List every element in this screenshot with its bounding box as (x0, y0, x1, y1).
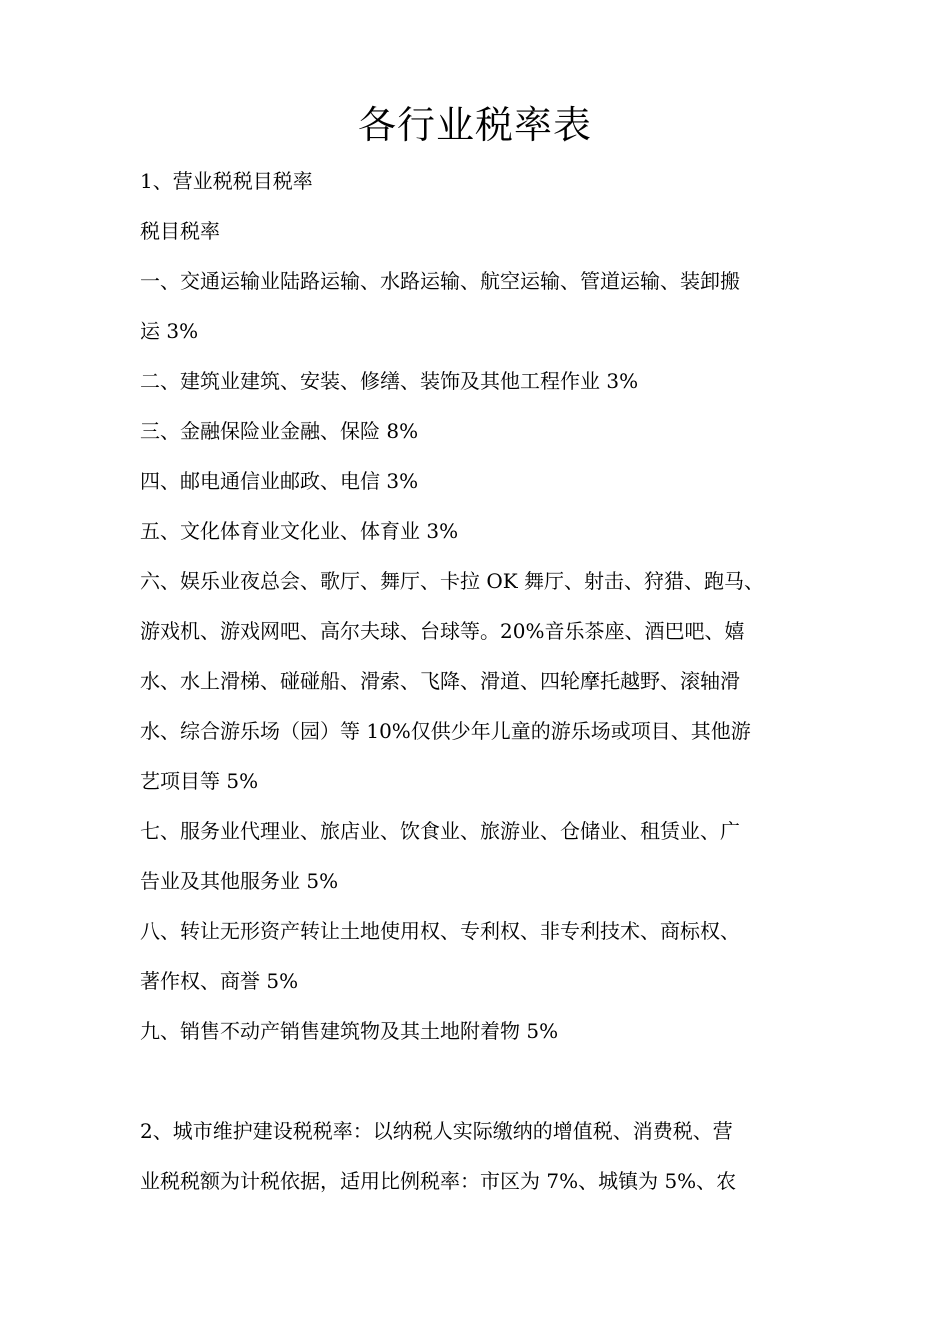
paragraph-line: 四、邮电通信业邮政、电信 3% (140, 469, 419, 493)
section-heading-business-tax: 1、营业税税目税率 (140, 169, 313, 193)
paragraph-line: 水、水上滑梯、碰碰船、滑索、飞降、滑道、四轮摩托越野、滚轴滑 (140, 669, 740, 693)
paragraph-line: 九、销售不动产销售建筑物及其土地附着物 5% (140, 1019, 559, 1043)
paragraph-line: 三、金融保险业金融、保险 8% (140, 419, 419, 443)
paragraph-line: 七、服务业代理业、旅店业、饮食业、旅游业、仓储业、租赁业、广 (140, 819, 740, 843)
paragraph-line: 五、文化体育业文化业、体育业 3% (140, 519, 459, 543)
paragraph-line: 告业及其他服务业 5% (140, 869, 339, 893)
paragraph-line: 艺项目等 5% (140, 769, 259, 793)
paragraph-line: 游戏机、游戏网吧、高尔夫球、台球等。20%音乐茶座、酒巴吧、嬉 (140, 619, 745, 643)
paragraph-line: 水、综合游乐场（园）等 10%仅供少年儿童的游乐场或项目、其他游 (140, 719, 751, 743)
paragraph-line: 六、娱乐业夜总会、歌厅、舞厅、卡拉 OK 舞厅、射击、狩猎、跑马、 (140, 569, 765, 593)
paragraph-line: 一、交通运输业陆路运输、水路运输、航空运输、管道运输、装卸搬 (140, 269, 740, 293)
document-body (140, 156, 820, 1206)
document-title: 各行业税率表 (357, 103, 592, 147)
paragraph-line: 八、转让无形资产转让土地使用权、专利权、非专利技术、商标权、 (140, 919, 740, 943)
paragraph-line: 著作权、商誉 5% (140, 969, 299, 993)
paragraph-line: 业税税额为计税依据，适用比例税率：市区为 7%、城镇为 5%、农 (140, 1169, 737, 1193)
paragraph-line: 运 3% (140, 319, 199, 343)
table-header: 税目税率 (140, 219, 220, 243)
section-heading-city-tax: 2、城市维护建设税税率：以纳税人实际缴纳的增值税、消费税、营 (140, 1119, 733, 1143)
paragraph-line: 二、建筑业建筑、安装、修缮、装饰及其他工程作业 3% (140, 369, 639, 393)
paragraph-gap (140, 1056, 820, 1106)
